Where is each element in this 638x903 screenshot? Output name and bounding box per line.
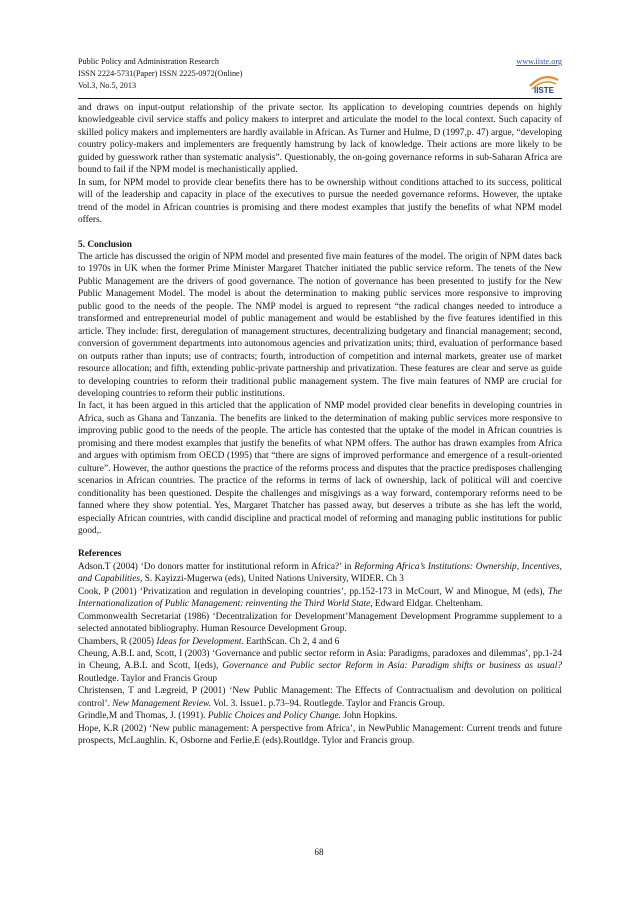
conclusion-paragraph: In fact, it has been argued in this articled that the application of NMP model provided clear benefits in developing countries in Africa, such as Ghana and Tanzania. The benefits are linked to the determination of making public services more responsive to improving public good to the needs of the people. The article has contested that the uptake of the model in African countries is promising and there modest examples that justify the benefits of what NPM offers. The author has drawn examples from Africa and argues with optimism from OECD (1995) that “there are signs of improved performance and emergence of a result-oriented culture”. However, the author questions the practice of the reforms process and disputes that the practice predisposes challenging scenarios in African countries. The practice of the reforms in terms of lack of ownership, lack of political will and coercive conditionality has been questioned. Despite the challenges and misgivings as a way forward, contemporary reforms need to be fanned where they show potential. Yes, Margaret Thatcher has passed away, but deserves a tribute as she has left the world, especially African countries, with candid discipline and practical model of reforming and managing public institutions for public good,. bbox=[78, 401, 562, 536]
logo-text: IISTE bbox=[533, 86, 555, 94]
ref-text: , Edward Eldgar. Cheltenham. bbox=[370, 599, 483, 610]
ref-title: New Management Review. bbox=[112, 698, 211, 709]
ref-text: Adson.T (2004) ‘Do donors matter for institutional reform in Africa?’ in bbox=[78, 561, 355, 572]
ref-title: Ideas for Development bbox=[156, 636, 242, 647]
ref-text: . EarthScan. Ch 2, 4 and 6 bbox=[241, 636, 340, 647]
ref-title: Reforming Africa’s Institutions: Ownership, Incentives, and Capabilities, bbox=[78, 561, 562, 585]
ref-text: Cheung, A.B.L and, Scott, I (2003) ‘Governance and public sector reform in Asia: Paradigms, paradoxes and dilemmas’, pp.1-24 in Cheung, A.B.L and Scott, I(eds), bbox=[78, 649, 562, 672]
volume-line: Vol.3, No.5, 2013 bbox=[78, 81, 137, 90]
header-rule bbox=[78, 98, 562, 99]
iiste-logo bbox=[528, 68, 560, 94]
ref-title: Public Choices and Policy Change. bbox=[207, 711, 341, 722]
ref-text: Christensen, T and Lægreid, P (2001) ‘New Public Management: The Effects of Contractualism and devolution on political control’. bbox=[78, 686, 562, 709]
page-number: 68 bbox=[314, 848, 324, 858]
conclusion-heading: 5. Conclusion bbox=[78, 239, 133, 250]
ref-text: Routledge. Taylor and Francis Group bbox=[78, 673, 218, 684]
body-paragraph: and draws on input-output relationship of the private sector. Its application to developing countries depends on highly knowledgeable civil service staffs and policy makers to interpret and articulate the model to the local context. Such capacity of skilled policy makers and implementers are hardly available in African. As Turner and Hulme, D (1997,p. 47) argue, “developing country policy-makers and implementers are frequently hamstrung by lack of knowledge. Their actions are more likely to be guided by guesswork rather than systematic analysis”. Questionably, the on-going governance reforms in sub-Saharan Africa are bound to fail if the NPM model is mechanistically applied. bbox=[78, 103, 562, 176]
ref-text: Grindle,M and Thomas, J. (1991). bbox=[78, 711, 208, 722]
ref-title: The Internationalization of Public Management: reinventing the Third World State bbox=[78, 586, 562, 610]
reference-item bbox=[78, 710, 562, 722]
reference-item bbox=[78, 723, 562, 748]
reference-item bbox=[78, 648, 562, 685]
ref-text: John Hopkins. bbox=[340, 711, 398, 722]
issn-line: ISSN 2224-5731(Paper) ISSN 2225-0972(Online) bbox=[78, 69, 243, 78]
reference-item bbox=[78, 561, 562, 586]
article-body bbox=[78, 102, 562, 748]
reference-item bbox=[78, 586, 562, 611]
ref-text: S. Kayizzi-Mugerwa (eds), United Nations University, WIDER. Ch 3 bbox=[142, 574, 404, 585]
references-heading: References bbox=[78, 549, 122, 560]
ref-text: Commonwealth Secretariat (1986) ‘Decentralization for Development’Management Development Programme supplement to a selected annotated bibliography. Human Resource Development Group. bbox=[78, 611, 562, 635]
reference-item bbox=[78, 611, 562, 636]
reference-item bbox=[78, 685, 562, 710]
reference-item bbox=[78, 636, 562, 648]
body-paragraph: In sum, for NPM model to provide clear benefits there has to be ownership without conditions attached to its success, political will of the leadership and capacity in place of the executives to pursue the needed governance reforms. However, the uptake trend of the model in African countries is promising and there modest examples that justify the benefits of what NPM model offers. bbox=[78, 177, 562, 226]
conclusion-paragraph: The article has discussed the origin of NPM model and presented five main features of the model. The origin of NPM dates back to 1970s in UK when the former Prime Minister Margaret Thatcher initiated the public service reform. The tenets of the New Public Management are the drivers of good governance. The notion of governance has been presented to justify for the New Public Management Model. The model is about the determination to making public services more responsive to improving public good to the needs of the people. The NMP model is argued to represent “the radical changes needed to introduce a transformed and entrepreneurial model of public management and would be established by the five features identified in this article. They include: first, deregulation of management structures, decentralizing budgetary and financial management; second, conversion of government departments into autonomous agencies and privatization units; third, evaluation of performance based on outputs rather than inputs; use of contracts; fourth, introduction of competition and internal markets, greater use of market resource allocation; and fifth, extending public-private partnership and privatization. These features are clear and serve as guide to developing countries to reform their traditional public management system. The five main features of NMP are crucial for developing countries to reform their public institutions. bbox=[78, 251, 562, 399]
journal-title: Public Policy and Administration Research bbox=[78, 57, 219, 66]
journal-url-link[interactable]: www.iiste.org bbox=[516, 57, 562, 66]
ref-text: Chambers, R (2005) bbox=[78, 636, 157, 647]
spacer bbox=[78, 227, 562, 239]
spacer bbox=[78, 537, 562, 548]
ref-text: Hope, K.R (2002) ‘New public management: A perspective from Africa’, in NewPublic Management: Current trends and future prospects, McLaughlin. K, Osborne and Ferlie,E (eds).Routldge. Tylor and Francis group. bbox=[78, 723, 562, 747]
ref-text: Vol. 3. Issue1. p.73–94. Routlegde. Taylor and Francis Group. bbox=[210, 698, 445, 709]
page-header bbox=[78, 56, 562, 96]
ref-title: Governance and Public sector Reform in Asia: Paradigm shifts or business as usual? bbox=[222, 661, 562, 672]
ref-text: Cook, P (2001) ‘Privatization and regulation in developing countries’, pp.152-173 in McCourt, W and Minogue, M (eds), bbox=[78, 586, 548, 597]
